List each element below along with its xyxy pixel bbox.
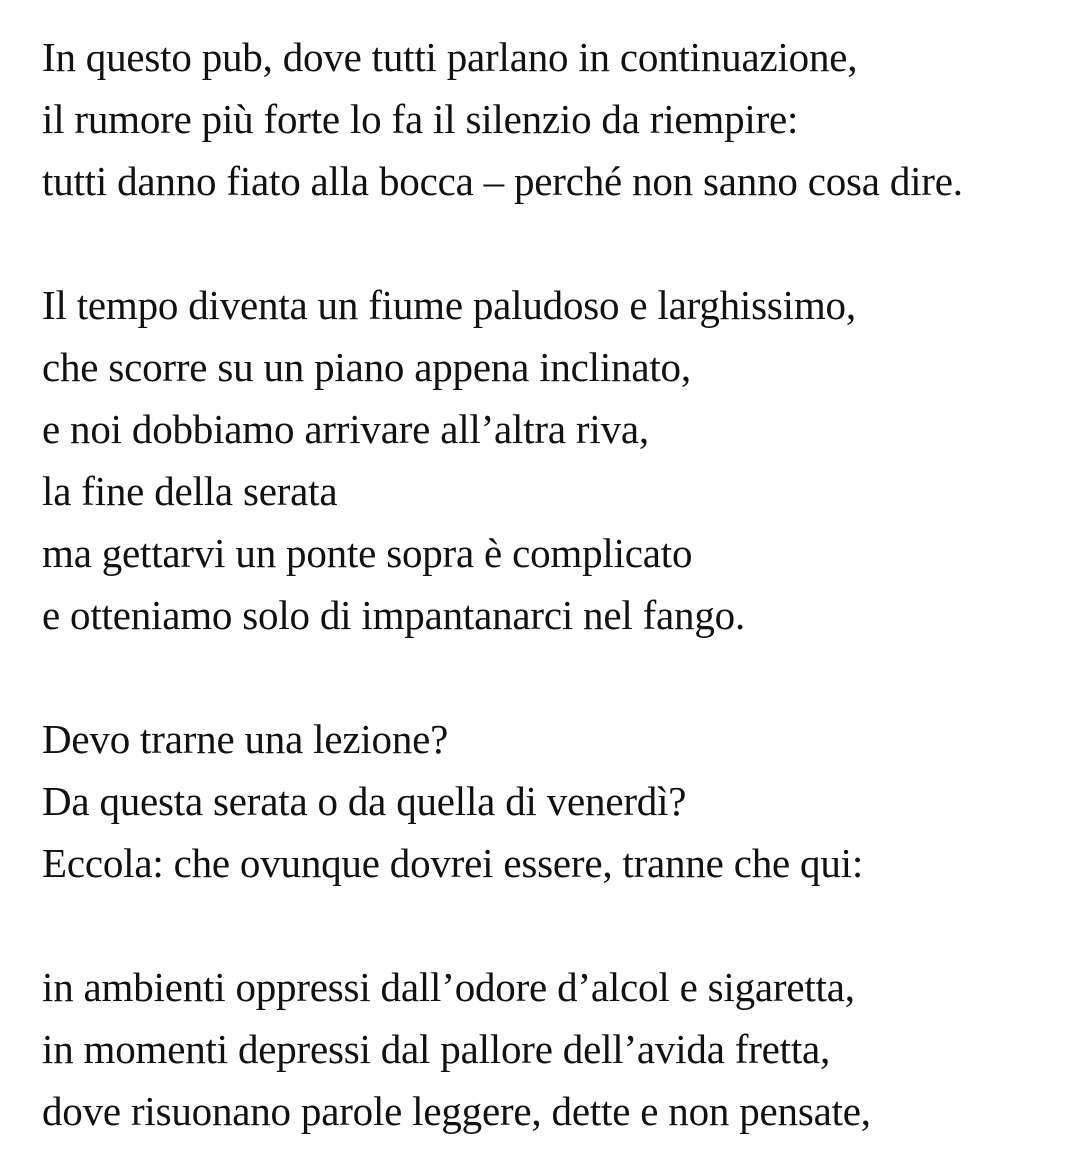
- stanza-1: [42, 26, 1072, 212]
- poem-line: il rumore più forte lo fa il silenzio da riempire:: [42, 96, 799, 142]
- poem-line: Devo trarne una lezione?: [42, 716, 449, 762]
- poem-line: e noi dobbiamo arrivare all’altra riva,: [42, 406, 649, 452]
- stanza-break: [42, 646, 1072, 708]
- stanza-2: [42, 274, 1072, 646]
- poem-line: Eccola: che ovunque dovrei essere, tranne che qui:: [42, 840, 864, 886]
- poem-line: In questo pub, dove tutti parlano in continuazione,: [42, 34, 858, 80]
- stanza-4: [42, 956, 1072, 1142]
- poem-line: che scorre su un piano appena inclinato,: [42, 344, 691, 390]
- poem-line: e otteniamo solo di impantanarci nel fango.: [42, 592, 745, 638]
- poem-line: ma gettarvi un ponte sopra è complicato: [42, 530, 693, 576]
- poem-line: Da questa serata o da quella di venerdì?: [42, 778, 687, 824]
- poem-line: Il tempo diventa un fiume paludoso e larghissimo,: [42, 282, 856, 328]
- poem-line: in momenti depressi dal pallore dell’avida fretta,: [42, 1026, 831, 1072]
- poem-line: la fine della serata: [42, 468, 338, 514]
- poem-line: in ambienti oppressi dall’odore d’alcol e sigaretta,: [42, 964, 855, 1010]
- poem-line: dove risuonano parole leggere, dette e non pensate,: [42, 1088, 871, 1134]
- poem-text: [42, 26, 1072, 1142]
- stanza-break: [42, 894, 1072, 956]
- stanza-3: [42, 708, 1072, 894]
- poem-line: tutti danno fiato alla bocca – perché non sanno cosa dire.: [42, 158, 963, 204]
- stanza-break: [42, 212, 1072, 274]
